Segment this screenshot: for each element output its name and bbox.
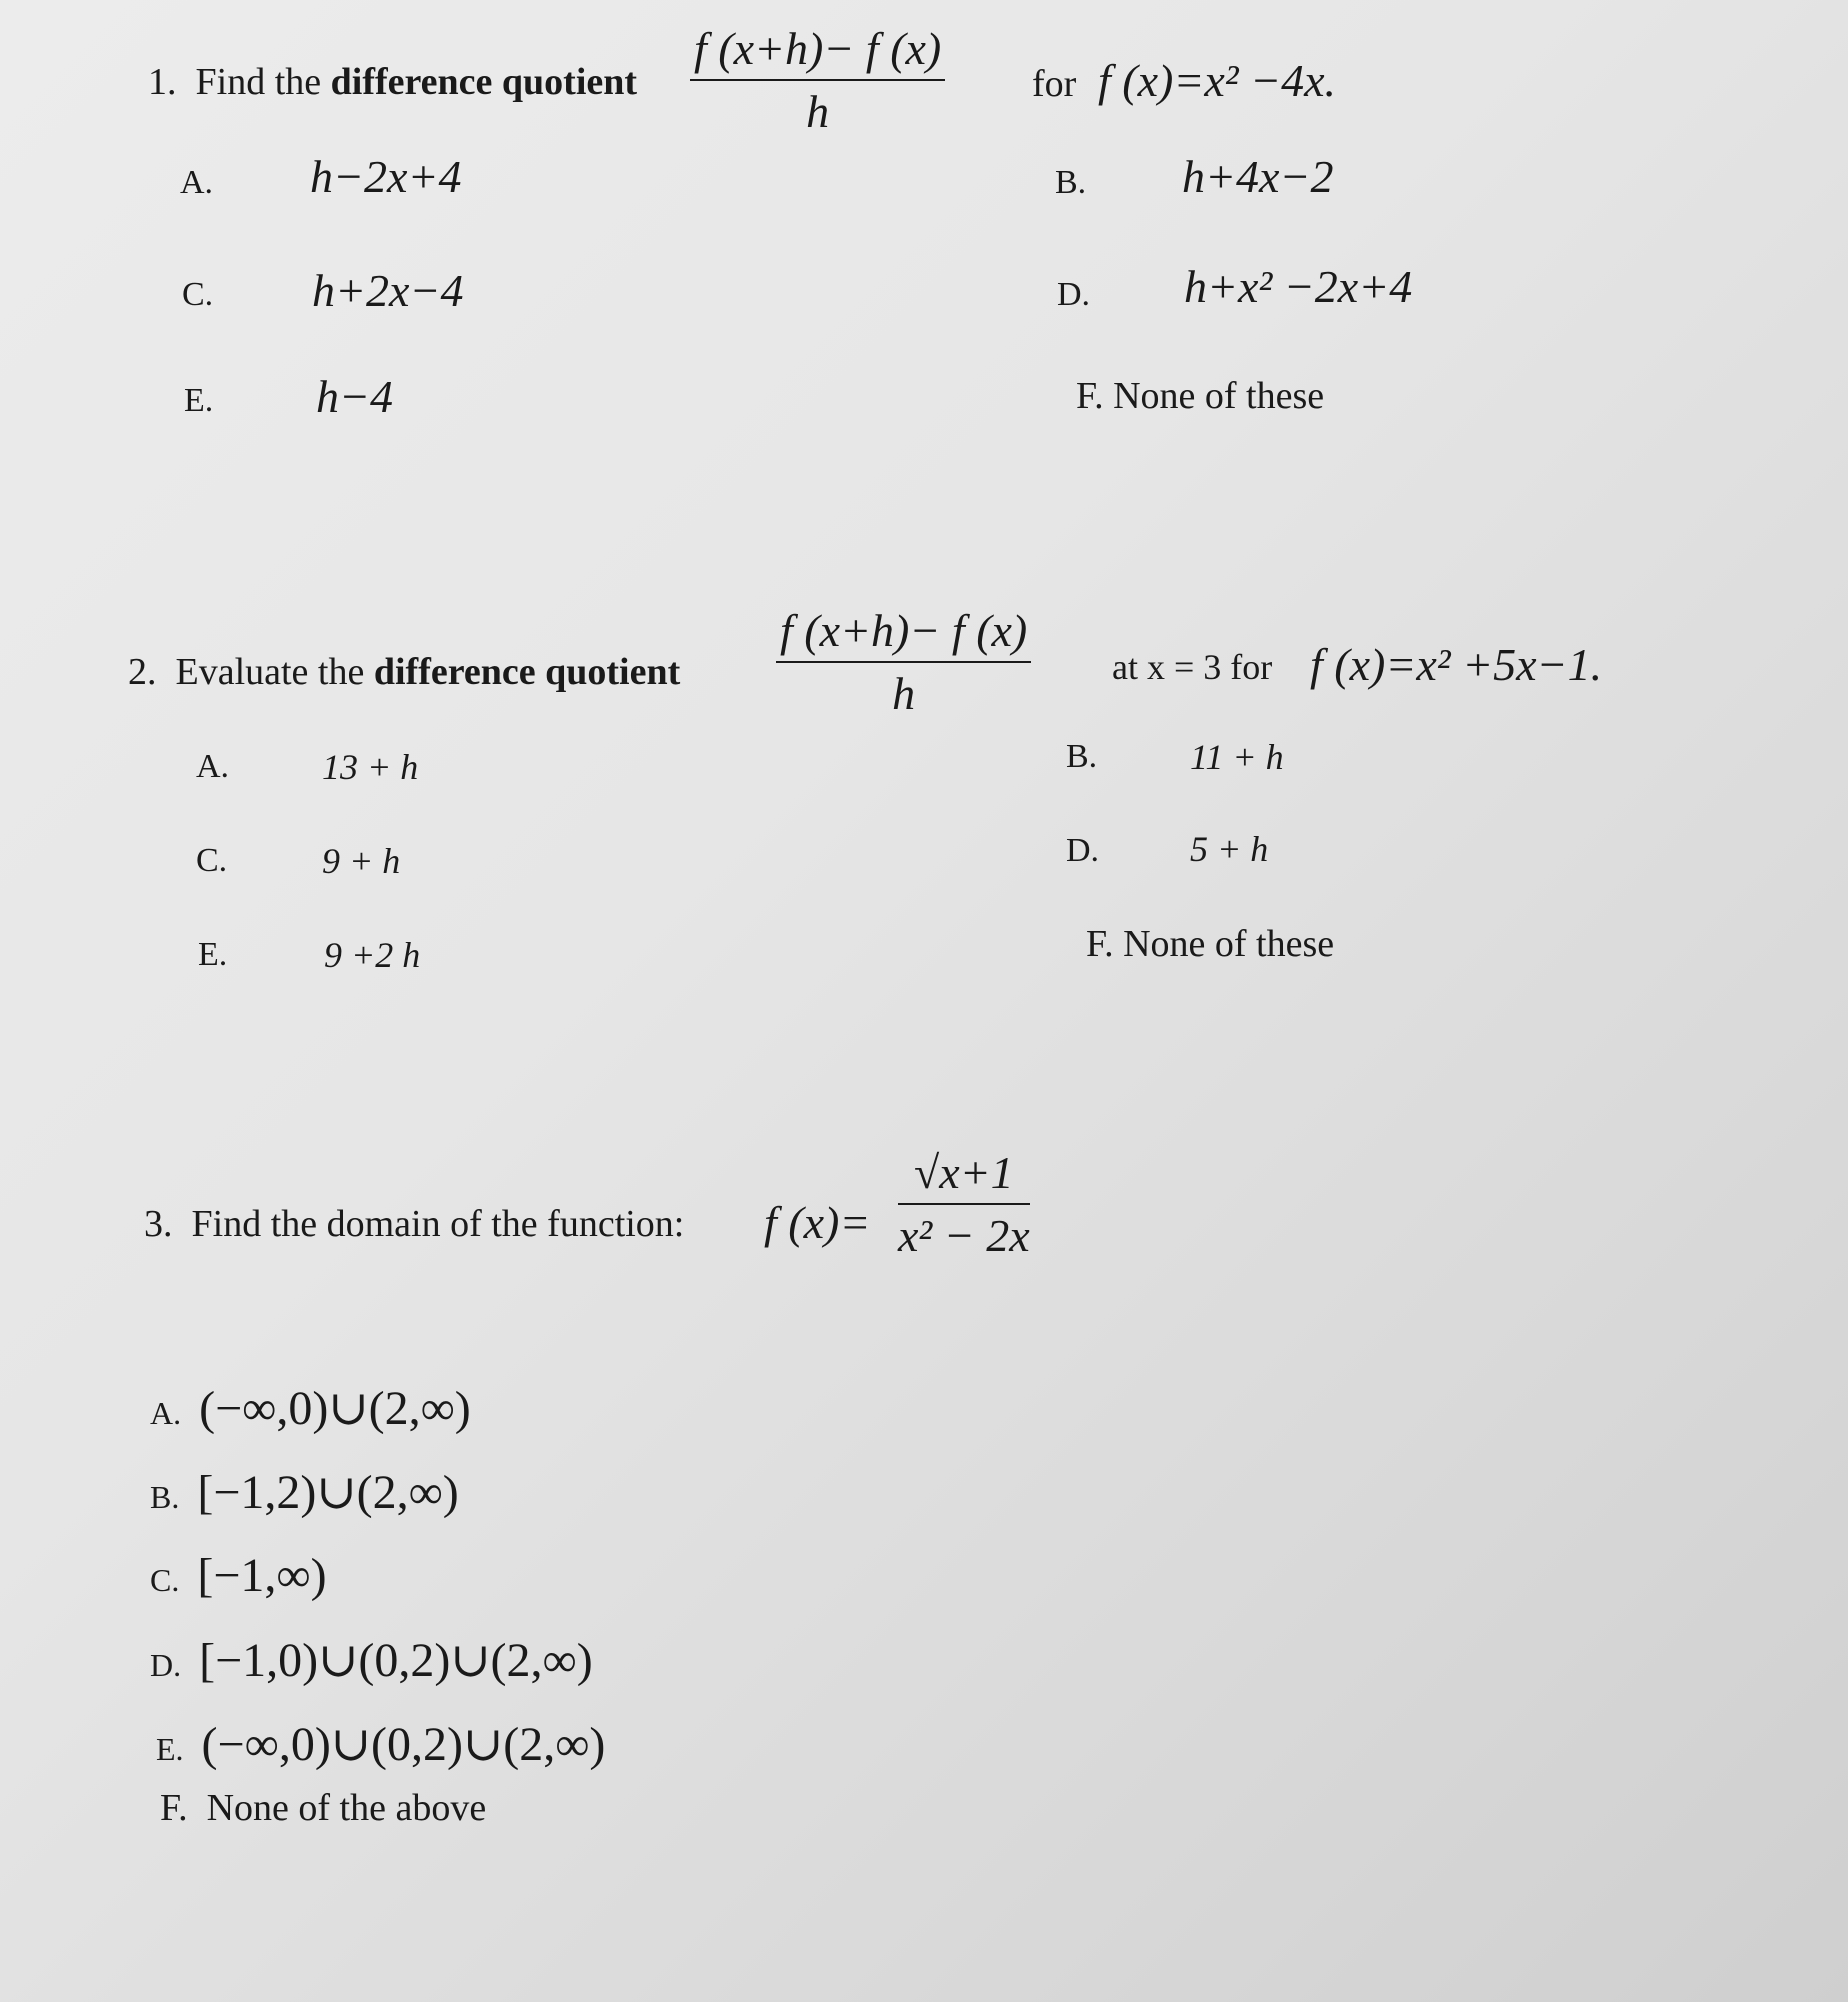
q3-numerator: √x+1 [913, 1147, 1014, 1198]
q1-fraction-denominator: h [806, 86, 830, 137]
q3-option-a[interactable] [150, 1380, 471, 1436]
q1-function: f (x)=x² −4x. [1098, 55, 1337, 106]
q3-option-d-label: D. [150, 1647, 182, 1683]
q1-option-b-expr: h+4x−2 [1182, 151, 1334, 202]
q1-for: for [1032, 63, 1077, 105]
q1-fraction-numerator: f (x+h)− f (x) [694, 23, 942, 74]
q3-option-b-expr: [−1,2)∪(2,∞) [197, 1466, 459, 1519]
q2-option-b-expr: 11 + h [1190, 737, 1284, 777]
q2-number: 2. [128, 651, 157, 693]
q3-fraction-bar [898, 1203, 1030, 1205]
q3-option-e-expr: (−∞,0)∪(0,2)∪(2,∞) [201, 1718, 606, 1771]
q1-prefix: Find the [195, 61, 322, 103]
q2-option-d-label[interactable]: D. [1066, 832, 1100, 869]
q3-number: 3. [144, 1203, 173, 1245]
q3-option-a-expr: (−∞,0)∪(2,∞) [199, 1382, 471, 1435]
q2-fraction-bar [776, 661, 1031, 663]
q3-fraction [898, 1146, 1030, 1262]
q3-option-f[interactable] [160, 1786, 486, 1830]
q3-option-b[interactable] [150, 1464, 459, 1520]
q2-option-f-label: F. [1086, 923, 1114, 965]
q1-option-b-label[interactable]: B. [1055, 164, 1087, 201]
q3-option-d[interactable] [150, 1632, 593, 1688]
q3-option-e-label: E. [156, 1731, 184, 1767]
q2-option-f-text: None of these [1123, 923, 1335, 965]
q3-option-c[interactable] [150, 1548, 327, 1603]
q2-option-e-expr: 9 +2 h [324, 935, 421, 975]
q3-option-a-label: A. [150, 1395, 182, 1431]
q2-option-d-expr: 5 + h [1190, 829, 1269, 869]
q1-option-d-label[interactable]: D. [1057, 276, 1091, 313]
q1-bold-term: difference quotient [330, 61, 638, 103]
q3-text: Find the domain of the function: [191, 1203, 685, 1245]
q2-option-f[interactable] [1086, 922, 1334, 966]
q1-fraction-bar [690, 79, 945, 81]
q1-option-f-label: F. [1076, 375, 1104, 417]
q1-option-a-label[interactable]: A. [180, 164, 214, 201]
q2-option-c-expr: 9 + h [322, 841, 401, 881]
q2-option-c-label[interactable]: C. [196, 842, 228, 879]
q2-fraction-denominator: h [892, 668, 916, 719]
q2-prompt [128, 650, 680, 694]
q2-fraction-numerator: f (x+h)− f (x) [780, 605, 1028, 656]
q3-option-e[interactable] [156, 1716, 605, 1772]
q2-option-e-label[interactable]: E. [198, 936, 228, 973]
q1-option-c-label[interactable]: C. [182, 276, 214, 313]
q2-option-a-expr: 13 + h [322, 747, 419, 787]
q1-prompt [148, 60, 637, 104]
q1-fraction [690, 22, 945, 138]
q3-lhs: f (x)= [764, 1197, 871, 1248]
q1-option-e-expr: h−4 [316, 371, 394, 422]
q1-option-c-expr: h+2x−4 [312, 265, 464, 316]
q2-bold-term: difference quotient [373, 651, 681, 693]
q2-fraction [776, 604, 1031, 720]
q2-prefix: Evaluate the [175, 651, 365, 693]
q1-option-e-label[interactable]: E. [184, 382, 214, 419]
q2-option-b-label[interactable]: B. [1066, 738, 1098, 775]
q1-option-a-expr: h−2x+4 [310, 151, 462, 202]
q3-option-c-expr: [−1,∞) [197, 1549, 327, 1602]
q3-option-d-expr: [−1,0)∪(0,2)∪(2,∞) [199, 1634, 593, 1687]
q3-option-c-label: C. [150, 1562, 180, 1598]
q3-prompt [144, 1202, 684, 1246]
q1-number: 1. [148, 61, 177, 103]
q1-option-f-text: None of these [1113, 375, 1325, 417]
q2-suffix: at x = 3 for [1112, 647, 1273, 687]
q3-option-b-label: B. [150, 1479, 180, 1515]
q3-option-f-label: F. [160, 1787, 188, 1829]
q1-option-d-expr: h+x² −2x+4 [1184, 261, 1413, 312]
q1-option-f[interactable] [1076, 374, 1324, 418]
q3-option-f-text: None of the above [206, 1787, 487, 1829]
q2-function: f (x)=x² +5x−1. [1310, 639, 1603, 690]
q3-denominator: x² − 2x [898, 1210, 1030, 1261]
q2-option-a-label[interactable]: A. [196, 748, 230, 785]
